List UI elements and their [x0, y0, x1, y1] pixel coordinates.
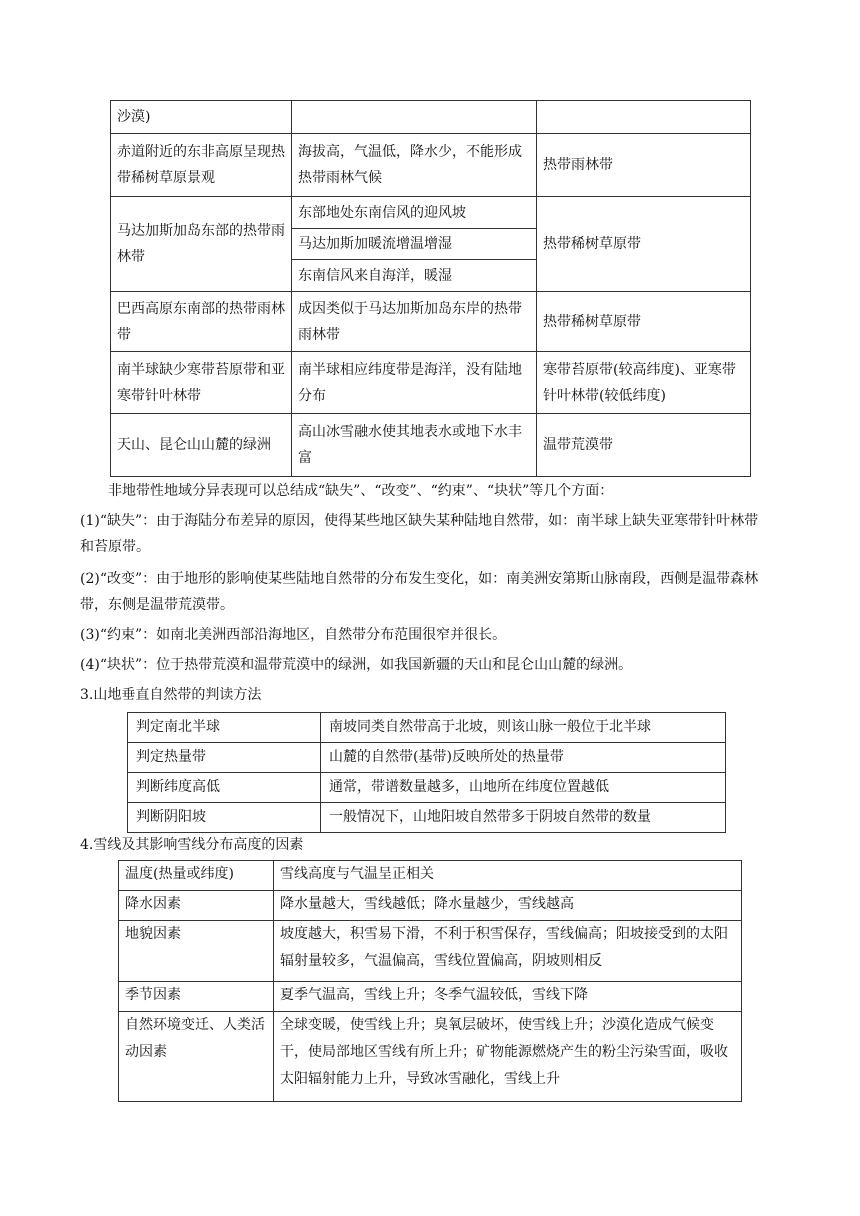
- section-heading-4: 4.雪线及其影响雪线分布高度的因素: [80, 837, 304, 853]
- table-cell: 东南信风来自海洋，暖湿: [292, 260, 537, 292]
- table-cell: 寒带苔原带(较高纬度)、亚寒带针叶林带(较低纬度): [537, 352, 751, 414]
- table-cell: 一般情况下，山地阳坡自然带多于阴坡自然带的数量: [321, 803, 726, 833]
- mountain-zone-table: [127, 712, 726, 833]
- table-row: [119, 1012, 742, 1102]
- table-row: [119, 921, 742, 982]
- table-cell: 天山、昆仑山山麓的绿洲: [111, 414, 292, 477]
- table-row: [128, 743, 726, 773]
- table-cell: 热带稀树草原带: [537, 292, 751, 352]
- table-cell: 降水因素: [119, 891, 274, 921]
- table-row: [119, 861, 742, 891]
- point-missing: (1)“缺失”：由于海陆分布差异的原因，使得某些地区缺失某种陆地自然带，如：南半球上缺失亚寒带针叶林带和苔原带。: [80, 513, 759, 555]
- table-cell: 山麓的自然带(基带)反映所处的热量带: [321, 743, 726, 773]
- table-cell: 温带荒漠带: [537, 414, 751, 477]
- table-cell: 成因类似于马达加斯加岛东岸的热带雨林带: [292, 292, 537, 352]
- table-cell: [292, 101, 537, 134]
- table-cell: 判断阴阳坡: [128, 803, 321, 833]
- table-row: [119, 891, 742, 921]
- point-constraint: (3)“约束”：如南北美洲西部沿海地区，自然带分布范围很窄并很长。: [80, 627, 507, 643]
- table-cell: 季节因素: [119, 982, 274, 1012]
- table-cell: 判定热量带: [128, 743, 321, 773]
- table-cell: 降水量越大，雪线越低；降水量越少，雪线越高: [274, 891, 742, 921]
- table-cell: 马达加斯加岛东部的热带雨林带: [111, 197, 292, 292]
- table-row: [119, 982, 742, 1012]
- point-block: (4)“块状”：位于热带荒漠和温带荒漠中的绿洲，如我国新疆的天山和昆仑山山麓的绿洲。: [80, 657, 633, 673]
- section-heading-3: 3.山地垂直自然带的判读方法: [80, 687, 262, 703]
- zone-anomaly-table: [110, 100, 751, 477]
- intro-paragraph: 非地带性地域分异表现可以总结成“缺失”、“改变”、“约束”、“块状”等几个方面：: [108, 483, 614, 499]
- table-cell: 判断纬度高低: [128, 773, 321, 803]
- table-cell: 热带稀树草原带: [537, 197, 751, 292]
- table-cell: [537, 101, 751, 134]
- table-row: [128, 803, 726, 833]
- table-cell: 南半球缺少寒带苔原带和亚寒带针叶林带: [111, 352, 292, 414]
- table-cell: 南半球相应纬度带是海洋，没有陆地分布: [292, 352, 537, 414]
- table-cell: 巴西高原东南部的热带雨林带: [111, 292, 292, 352]
- table-cell: 东部地处东南信风的迎风坡: [292, 197, 537, 229]
- table-row: [111, 197, 751, 229]
- table-cell: 坡度越大，积雪易下滑，不利于积雪保存，雪线偏高；阳坡接受到的太阳辐射量较多，气温偏高，雪线位置偏高，阴坡则相反: [274, 921, 742, 982]
- table-row: [111, 414, 751, 477]
- snowline-table: [118, 860, 742, 1102]
- table-cell: 全球变暖，使雪线上升；臭氧层破坏，使雪线上升；沙漠化造成气候变干，使局部地区雪线有所上升；矿物能源燃烧产生的粉尘污染雪面，吸收太阳辐射能力上升，导致冰雪融化，雪线上升: [274, 1012, 742, 1102]
- table-cell: 南坡同类自然带高于北坡，则该山脉一般位于北半球: [321, 713, 726, 743]
- table-row: [111, 352, 751, 414]
- table-cell: 雪线高度与气温呈正相关: [274, 861, 742, 891]
- table-cell: 地貌因素: [119, 921, 274, 982]
- table-cell: 海拔高，气温低，降水少，不能形成热带雨林气候: [292, 134, 537, 197]
- table-row: [128, 713, 726, 743]
- table-cell: 判定南北半球: [128, 713, 321, 743]
- table-cell: 自然环境变迁、人类活动因素: [119, 1012, 274, 1102]
- table-cell: 沙漠): [111, 101, 292, 134]
- table-row: [111, 292, 751, 352]
- table-cell: 通常，带谱数量越多，山地所在纬度位置越低: [321, 773, 726, 803]
- point-change: (2)“改变”：由于地形的影响使某些陆地自然带的分布发生变化，如：南美洲安第斯山脉南段，西侧是温带森林带，东侧是温带荒漠带。: [80, 571, 759, 613]
- table-cell: 马达加斯加暖流增温增湿: [292, 229, 537, 260]
- table-cell: 高山冰雪融水使其地表水或地下水丰富: [292, 414, 537, 477]
- table-row: [111, 134, 751, 197]
- table-cell: 夏季气温高，雪线上升；冬季气温较低，雪线下降: [274, 982, 742, 1012]
- table-row: [111, 101, 751, 134]
- table-row: [128, 773, 726, 803]
- table-cell: 温度(热量或纬度): [119, 861, 274, 891]
- table-cell: 赤道附近的东非高原呈现热带稀树草原景观: [111, 134, 292, 197]
- table-cell: 热带雨林带: [537, 134, 751, 197]
